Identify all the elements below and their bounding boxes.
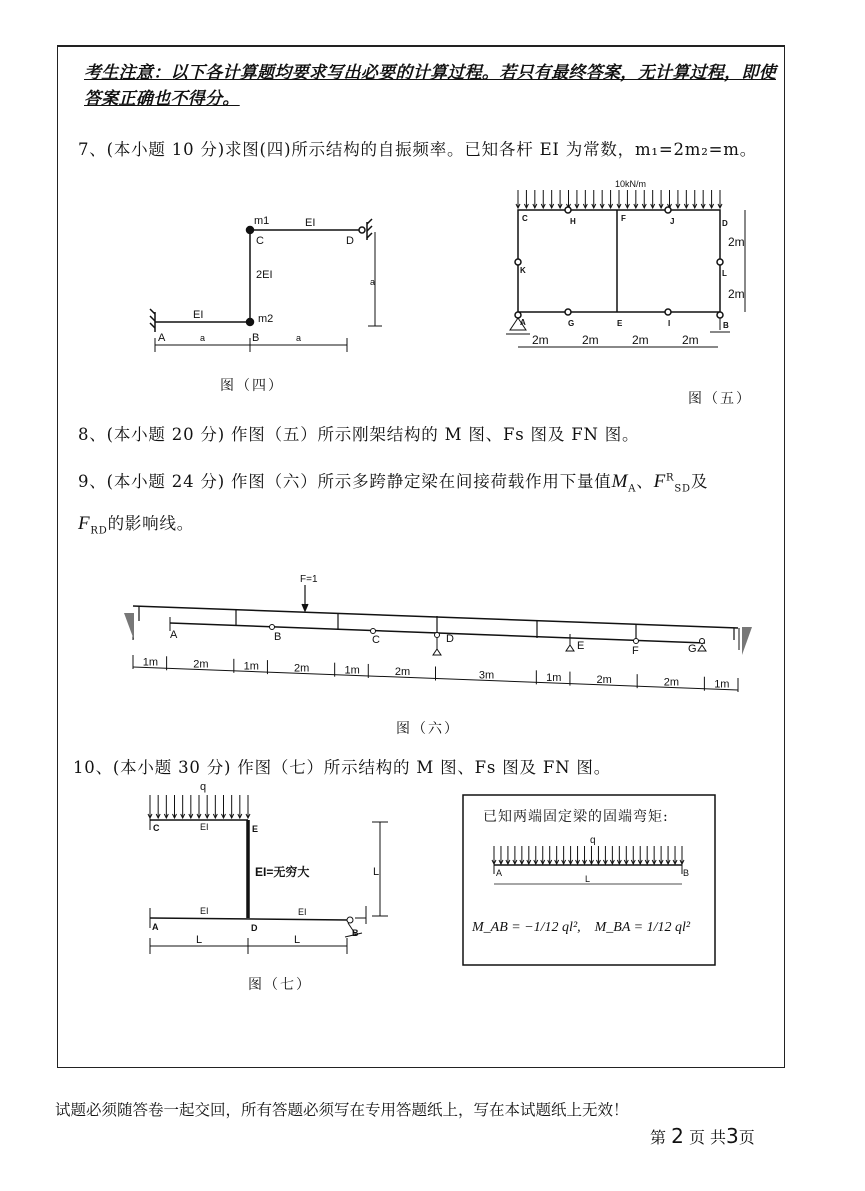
- hint-formulas: [472, 920, 690, 936]
- node-K: K: [520, 266, 526, 275]
- notice-line-2: 答案正确也不得分。: [84, 89, 240, 109]
- label-EI-left: EI: [193, 309, 204, 321]
- node-G: G: [568, 319, 575, 328]
- fig7-caption: 图（七）: [248, 977, 312, 993]
- dim-h-2: 2m: [582, 333, 599, 347]
- label-EI-top: EI: [305, 217, 316, 229]
- dimension-label: 1m: [344, 664, 360, 677]
- f7-EI-left: EI: [200, 906, 209, 916]
- dimension-label: 3m: [478, 669, 495, 682]
- q9-and: 及: [690, 472, 709, 491]
- notice-line-1: 考生注意：以下各计算题均要求写出必要的计算过程。若只有最终答案，无计算过程，即使: [84, 63, 776, 83]
- page-prefix: 第: [650, 1128, 667, 1147]
- f7-node-E: E: [252, 824, 259, 834]
- label-m1: m1: [254, 215, 270, 227]
- page-indicator: [650, 1124, 755, 1148]
- page-number: 2: [671, 1124, 684, 1148]
- fig6-caption: 图（六）: [396, 721, 460, 737]
- f7-EI-right: EI: [298, 907, 307, 917]
- f7-node-D: D: [251, 923, 258, 933]
- q9-text: 9、(本小题 24 分) 作图（六）所示多跨静定梁在间接荷载作用下量值: [78, 472, 612, 491]
- q9-FRD: F: [78, 513, 91, 534]
- fig5-caption: 图（五）: [688, 391, 752, 407]
- question-9: [78, 468, 708, 494]
- dimension-label: 2m: [193, 658, 209, 671]
- question-10: 10、(本小题 30 分) 作图（七）所示结构的 M 图、Fs 图及 FN 图。: [73, 758, 612, 777]
- q9-FRD-sub: RD: [90, 525, 108, 537]
- question-9-cont: [78, 510, 194, 536]
- hint-q: q: [590, 835, 596, 846]
- f7-node-C: C: [153, 823, 160, 833]
- hint-formula-ab: M_AB = −1/12 ql²,: [472, 920, 581, 935]
- node-J: J: [670, 217, 675, 226]
- dimension-label: 2m: [663, 676, 680, 689]
- beam-node-B: B: [274, 631, 282, 643]
- node-E: E: [617, 319, 623, 328]
- node-C: C: [522, 214, 528, 223]
- dim-a-1: a: [200, 333, 206, 343]
- figure-6: [133, 585, 739, 692]
- q9-sep: 、: [636, 472, 654, 491]
- dim-h-4: 2m: [682, 333, 699, 347]
- fig4-caption: 图（四）: [220, 378, 284, 394]
- dim-a-2: a: [296, 333, 302, 343]
- beam-node-A: A: [170, 629, 178, 641]
- dimension-label: 1m: [142, 656, 159, 669]
- dim-h-3: 2m: [632, 333, 649, 347]
- q9-FSD: F: [653, 471, 666, 492]
- beam-node-F: F: [632, 645, 639, 657]
- q9-MA-sub: A: [628, 483, 637, 495]
- mass-m2: [247, 319, 254, 326]
- label-C: C: [256, 235, 264, 247]
- q9-text-b: 的影响线。: [107, 514, 195, 533]
- f7-dim-L1: L: [196, 934, 203, 946]
- hint-L: L: [585, 874, 591, 884]
- page-suffix: 页: [738, 1128, 755, 1147]
- label-m2: m2: [258, 313, 274, 325]
- beam-node-E: E: [577, 640, 585, 652]
- label-2EI: 2EI: [256, 269, 273, 281]
- hinge-D: [359, 227, 365, 233]
- label-A: A: [158, 332, 166, 344]
- dimension-label: 1m: [243, 660, 259, 673]
- question-7: 7、(本小题 10 分)求图(四)所示结构的自振频率。已知各杆 EI 为常数，m₁=2m₂=m。: [78, 140, 757, 159]
- beam-node-D: D: [446, 633, 454, 645]
- dimension-label: 1m: [714, 678, 730, 691]
- beam-node-C: C: [372, 634, 380, 646]
- node-I: I: [668, 319, 671, 328]
- hint-title: 已知两端固定梁的固端弯矩:: [483, 809, 669, 825]
- f7-dim-L2: L: [294, 934, 301, 946]
- dimension-label: 2m: [596, 673, 612, 686]
- f7-EI-top: EI: [200, 822, 209, 832]
- dimension-label: 2m: [394, 666, 411, 679]
- node-F: F: [621, 214, 626, 223]
- f7-EI-infinite: EI=无穷大: [255, 865, 310, 879]
- q9-FSD-sub: SD: [674, 483, 691, 495]
- load-q: q: [200, 781, 207, 793]
- page-total: 3: [726, 1124, 739, 1148]
- question-8: 8、(本小题 20 分) 作图（五）所示刚架结构的 M 图、Fs 图及 FN 图。: [78, 425, 640, 444]
- node-H: H: [570, 217, 576, 226]
- f7-node-A: A: [152, 922, 159, 932]
- label-a-vertical: a: [370, 277, 376, 287]
- q9-MA: M: [611, 471, 629, 492]
- node-D: D: [722, 219, 728, 228]
- f7-node-B: B: [352, 928, 359, 938]
- mass-m1: [247, 227, 254, 234]
- load-label: 10kN/m: [615, 179, 647, 189]
- f7-dim-L-vertical: L: [373, 866, 380, 878]
- footer-notice: 试题必须随答卷一起交回，所有答题必须写在专用答题纸上，写在本试题纸上无效！: [55, 1101, 629, 1119]
- node-B: B: [723, 321, 729, 330]
- dim-h-1: 2m: [532, 333, 549, 347]
- node-L: L: [722, 269, 727, 278]
- node-A: A: [520, 318, 526, 327]
- dim-v-1: 2m: [728, 235, 745, 249]
- hint-node-B: B: [683, 868, 690, 878]
- label-D: D: [346, 235, 354, 247]
- hint-node-A: A: [496, 868, 503, 878]
- dimension-label: 1m: [546, 671, 562, 684]
- page-mid: 页 共: [688, 1128, 727, 1147]
- dimension-label: 2m: [294, 662, 310, 675]
- beam-node-G: G: [688, 643, 697, 655]
- label-B: B: [252, 332, 260, 344]
- dim-v-2: 2m: [728, 287, 745, 301]
- hint-formula-ba: M_BA = 1/12 ql²: [594, 920, 691, 935]
- q9-FSD-sup: R: [666, 472, 675, 484]
- force-label: F=1: [300, 574, 318, 585]
